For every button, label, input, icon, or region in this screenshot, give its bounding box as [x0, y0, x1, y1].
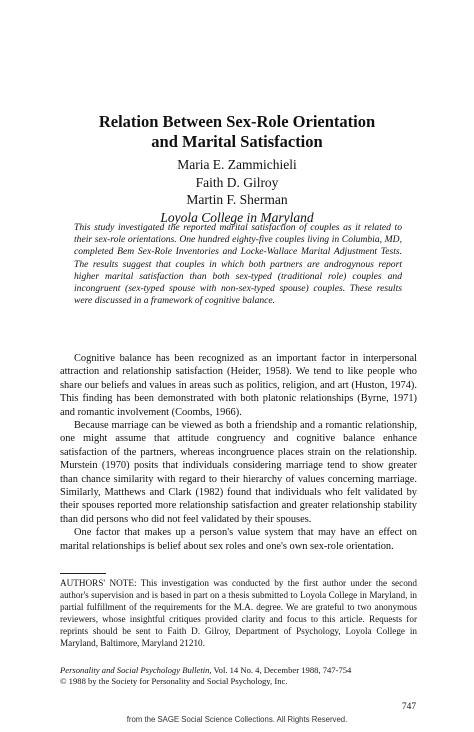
collection-footer: from the SAGE Social Science Collections. All Rights Reserved. [126, 715, 348, 724]
author-name-2: Faith D. Gilroy [195, 174, 279, 190]
body-paragraph-2: Because marriage can be viewed as both a friendship and a romantic relationship, one might assume that attitude congruency and cognitive balance enhance satisfaction of the partners, whereas incongruence places strain on the relationship. Murstein (1970) posits that individuals considering marriage tend to show greater than chance similarity with regard to their hierarchy of values concerning marriage. Similarly, Matthews and Clark (1982) found that individuals who felt validated by their spouses reported more relationship satisfaction and greater relationship stability than did persons who did not feel validated by their spouses. [60, 420, 417, 525]
body-paragraph-3: One factor that makes up a person's value system that may have an effect on marital relationships is belief about sex roles and one's own sex-role orientation. [60, 527, 417, 552]
title-line-2: and Marital Satisfaction [151, 132, 323, 151]
authors-note-text: AUTHORS' NOTE: This investigation was conducted by the first author under the second author's supervision and is based in part on a thesis submitted to Loyola College in Maryland, in partial fulfillment of the requirements for the M.A. degree. We are grateful to two anonymous reviewers, whose insightful critiques provided clarity and focus to this article. Requests for reprints should be sent to Faith D. Gilroy, Department of Psychology, Loyola College in Maryland, Baltimore, Maryland 21210. [60, 578, 417, 648]
journal-name: Personality and Social Psychology Bulletin, [60, 665, 212, 675]
author-name-3: Martin F. Sherman [186, 192, 288, 207]
footnote-divider [60, 573, 106, 574]
paper-title [60, 112, 414, 152]
page-number: 747 [401, 702, 416, 712]
author-affiliation: Loyola College in Maryland [160, 209, 314, 225]
authors-note [60, 577, 417, 649]
journal-citation [60, 665, 417, 687]
journal-copyright: © 1988 by the Society for Personality and Social Psychology, Inc. [60, 676, 288, 686]
body-paragraph-1: Cognitive balance has been recognized as an important factor in interpersonal attraction and relationship satisfaction (Heider, 1958). We tend to like people who share our beliefs and values in areas such as politics, religion, and art (Huston, 1974). This finding has been demonstrated with both platonic relationships (Byrne, 1971) and romantic involvement (Coombs, 1966). [60, 353, 417, 418]
body-text [60, 352, 417, 553]
abstract: This study investigated the reported marital satisfaction of couples as it related to their sex-role orientations. One hundred eighty-five couples living in Columbia, MD, completed Bem Sex-Role Inventories and Locke-Wallace Marital Adjustment Tests. The results suggest that couples in which both partners are androgynous report higher marital satisfaction than both sex-typed (traditional role) couples and incongruent (sex-typed spouse with non-sex-typed spouse) couples. These results were discussed in a framework of cognitive balance. [74, 222, 402, 307]
author-name-1: Maria E. Zammichieli [177, 157, 297, 172]
author-block [60, 156, 414, 226]
title-line-1: Relation Between Sex-Role Orientation [98, 112, 376, 131]
journal-issue: Vol. 14 No. 4, December 1988, 747-754 [211, 665, 352, 675]
